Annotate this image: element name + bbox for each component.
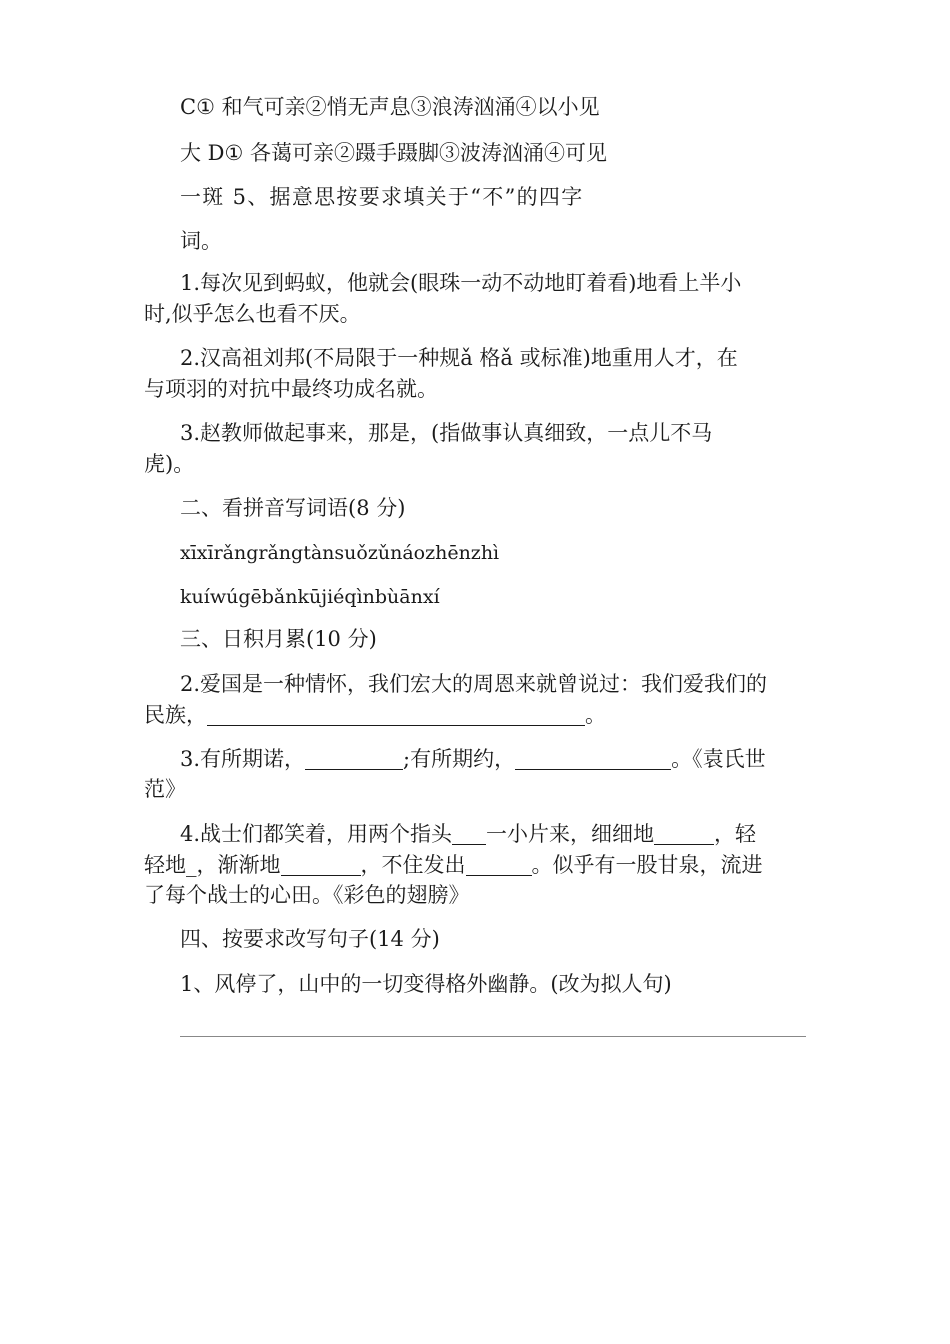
fill-blank[interactable] <box>305 747 403 770</box>
promise-middle: ;有所期约， <box>403 747 516 771</box>
soldiers-line-3: 了每个战士的心田。《彩色的翅膀》 <box>144 883 470 907</box>
sentence3-line-1: 3.赵教师做起事来，那是，(指做事认真细致，一点儿不马 <box>180 421 713 445</box>
soldiers-line-1 <box>180 819 756 849</box>
fill-blank[interactable] <box>281 853 361 876</box>
fill-blank[interactable] <box>654 822 714 845</box>
sentence1-line-2: 时,似乎怎么也看不厌。 <box>144 302 361 326</box>
soldiers-line-2 <box>144 850 763 880</box>
promise-line-1 <box>180 744 766 774</box>
promise-suffix: 。《袁氏世 <box>671 747 766 771</box>
sentence3-line-2: 虎)。 <box>144 452 195 476</box>
question5-line-2: 词。 <box>180 229 222 253</box>
soldiers-suffix: ，轻 <box>714 822 757 846</box>
fill-blank[interactable] <box>466 853 532 876</box>
soldiers-prefix: 4.战士们都笑着，用两个指头 <box>180 822 453 846</box>
option-c-line: C① 和气可亲②悄无声息③浪涛汹涌④以小见 <box>180 95 600 119</box>
patriot-line-2 <box>144 700 606 730</box>
question5-line-1: 一斑 5、据意思按要求填关于“不”的四字 <box>180 185 584 209</box>
soldiers-2-prefix: 轻地_，渐渐地 <box>144 853 281 877</box>
answer-line[interactable] <box>180 1036 806 1037</box>
option-d-line: 大 D① 各蔼可亲②蹑手蹑脚③波涛汹涌④可见 <box>180 141 608 165</box>
patriot-line-1: 2.爱国是一种情怀，我们宏大的周恩来就曾说过：我们爱我们的 <box>180 672 768 696</box>
pinyin-line-1: xīxīrǎngrǎngtànsuǒzǔnáozhēnzhì <box>180 542 500 564</box>
soldiers-middle: 一小片来，细细地 <box>486 822 655 846</box>
patriot-line-2-prefix: 民族， <box>144 703 207 727</box>
promise-line-2: 范》 <box>144 777 186 801</box>
soldiers-2-middle: ，不住发出 <box>360 853 466 877</box>
pinyin-line-2: kuíwúgēbǎnkūjiéqìnbùānxí <box>180 586 440 608</box>
sentence2-line-2: 与项羽的对抗中最终功成名就。 <box>144 377 438 401</box>
patriot-line-2-suffix: 。 <box>585 703 606 727</box>
section4-heading: 四、按要求改写句子(14 分) <box>180 927 440 951</box>
sentence1-line-1: 1.每次见到蚂蚁，他就会(眼珠一动不动地盯着看)地看上半小 <box>180 271 742 295</box>
section2-heading: 二、看拼音写词语(8 分) <box>180 496 406 520</box>
fill-blank[interactable] <box>207 703 585 726</box>
promise-prefix: 3.有所期诺， <box>180 747 306 771</box>
fill-blank[interactable] <box>515 747 671 770</box>
fill-blank[interactable] <box>452 822 486 845</box>
sentence2-line-1: 2.汉高祖刘邦(不局限于一种规ǎ 格ǎ 或标准)地重用人才，在 <box>180 346 738 370</box>
rewrite-question-1: 1、风停了，山中的一切变得格外幽静。(改为拟人句) <box>180 972 672 996</box>
section3-heading: 三、日积月累(10 分) <box>180 627 377 651</box>
soldiers-2-suffix: 。似乎有一股甘泉，流进 <box>531 853 763 877</box>
